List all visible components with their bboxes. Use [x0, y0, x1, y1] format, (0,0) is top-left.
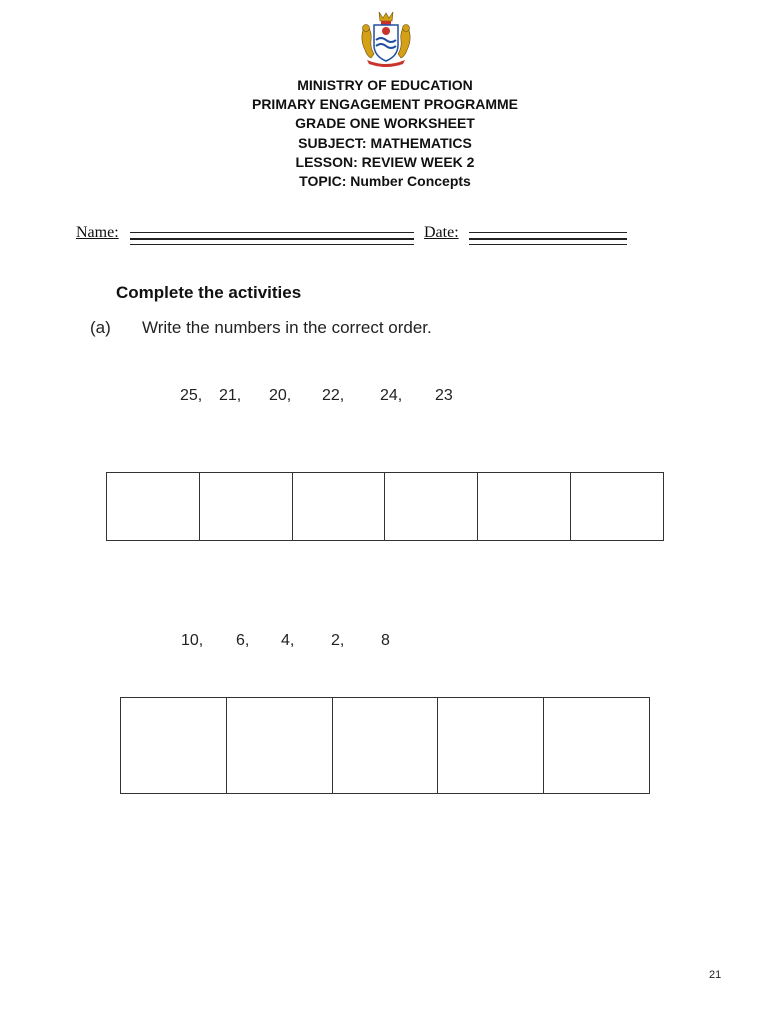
date-label: Date: [424, 224, 459, 241]
question-text: Write the numbers in the correct order. [142, 318, 432, 337]
answer-box[interactable] [438, 698, 544, 793]
number-item: 21, [219, 387, 242, 404]
worksheet-header [0, 76, 770, 191]
answer-box[interactable] [385, 473, 478, 540]
number-item: 4, [281, 632, 295, 649]
header-lesson: LESSON: REVIEW WEEK 2 [295, 153, 475, 170]
answer-box[interactable] [571, 473, 663, 540]
coat-of-arms-logo [357, 10, 415, 68]
answer-box[interactable] [121, 698, 227, 793]
answer-boxes-set-2 [120, 697, 650, 794]
header-topic: TOPIC: Number Concepts [299, 173, 471, 190]
number-item: 2, [331, 632, 345, 649]
answer-box[interactable] [333, 698, 439, 793]
name-date-line [76, 224, 636, 248]
name-field-underline [130, 239, 414, 245]
number-item: 10, [181, 632, 204, 649]
answer-box[interactable] [200, 473, 293, 540]
header-subject: SUBJECT: MATHEMATICS [298, 134, 472, 151]
number-item: 25, [180, 387, 203, 404]
number-item: 23 [435, 387, 453, 404]
answer-boxes-set-1 [106, 472, 664, 541]
date-field-line[interactable] [469, 232, 627, 239]
header-ministry: MINISTRY OF EDUCATION [297, 77, 473, 93]
question-letter: (a) [90, 318, 111, 337]
answer-box[interactable] [107, 473, 200, 540]
number-item: 24, [380, 387, 403, 404]
date-field-underline [469, 239, 627, 245]
number-item: 22, [322, 387, 345, 404]
name-field-line[interactable] [130, 232, 414, 239]
instructions-heading: Complete the activities [116, 283, 302, 302]
number-item: 6, [236, 632, 250, 649]
name-label: Name: [76, 224, 119, 241]
answer-box[interactable] [227, 698, 333, 793]
page-number: 21 [709, 969, 722, 981]
number-item: 8 [381, 632, 390, 649]
number-item: 20, [269, 387, 292, 404]
header-grade: GRADE ONE WORKSHEET [295, 115, 475, 132]
header-programme: PRIMARY ENGAGEMENT PROGRAMME [251, 96, 518, 113]
answer-box[interactable] [293, 473, 386, 540]
answer-box[interactable] [544, 698, 649, 793]
answer-box[interactable] [478, 473, 571, 540]
